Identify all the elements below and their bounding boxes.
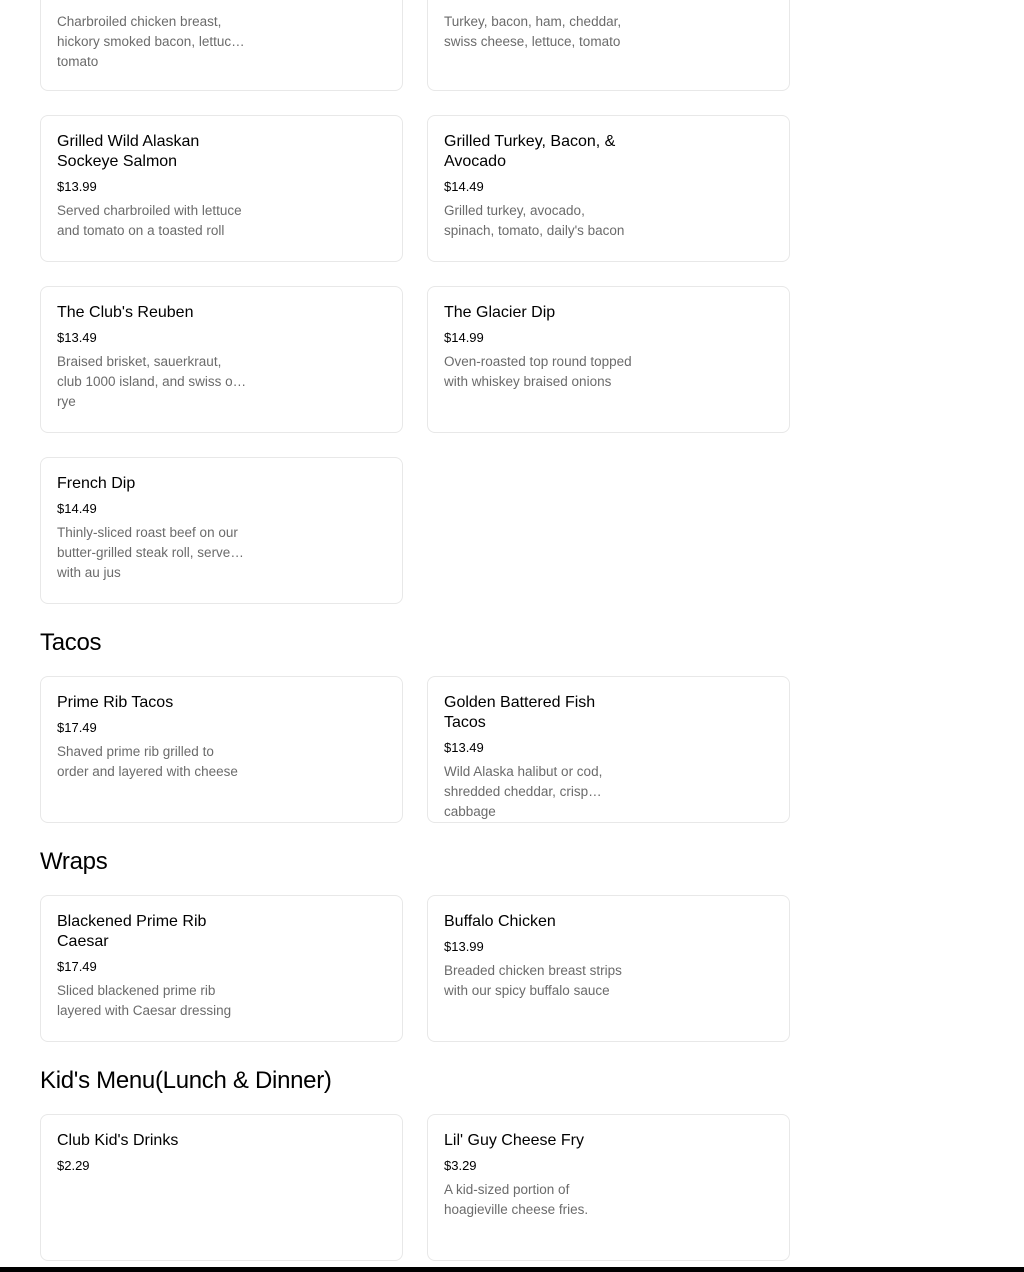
section-title-wraps: Wraps [40, 848, 108, 875]
menu-item-card[interactable] [40, 0, 403, 91]
item-price: $14.99 [444, 330, 484, 345]
section-title-tacos: Tacos [40, 629, 102, 656]
item-description: A kid-sized portion of hoagieville cheese fries. [444, 1182, 589, 1217]
item-name: Prime Rib Tacos [57, 694, 174, 711]
item-name: French Dip [57, 475, 136, 492]
menu-item-card[interactable] [40, 676, 403, 823]
item-description: Wild Alaska halibut or cod, shredded cheddar, crisp cabbage [444, 764, 603, 819]
item-price: $14.49 [57, 501, 97, 516]
item-description: Grilled turkey, avocado, spinach, tomato, daily's bacon [444, 203, 625, 238]
menu-item-card[interactable] [40, 1114, 403, 1261]
item-name: The Club's Reuben [57, 304, 194, 321]
item-description: Shaved prime rib grilled to order and layered with cheese [57, 744, 238, 779]
menu-item-card[interactable] [40, 115, 403, 262]
item-price: $13.99 [57, 179, 97, 194]
menu-item-card[interactable] [427, 895, 790, 1042]
menu-item-card[interactable] [427, 286, 790, 433]
item-name: Lil' Guy Cheese Fry [444, 1132, 584, 1149]
item-name: Golden Battered Fish Tacos [444, 694, 596, 731]
item-name: Buffalo Chicken [444, 913, 556, 930]
item-price: $13.99 [444, 939, 484, 954]
bottom-bar [0, 1267, 1024, 1272]
item-price: $17.49 [57, 720, 97, 735]
menu-item-card[interactable] [427, 0, 790, 91]
item-price: $17.49 [57, 959, 97, 974]
menu-item-card[interactable] [40, 895, 403, 1042]
item-description: Turkey, bacon, ham, cheddar, swiss cheese, lettuce, tomato [444, 14, 622, 49]
item-price: $2.29 [57, 1158, 90, 1173]
item-description: Sliced blackened prime rib layered with Caesar dressing [57, 983, 232, 1018]
item-name: Grilled Turkey, Bacon, & Avocado [444, 133, 616, 170]
item-price: $13.49 [444, 740, 484, 755]
menu-item-card[interactable] [40, 286, 403, 433]
item-price: $14.49 [444, 179, 484, 194]
menu-item-card[interactable] [427, 676, 790, 823]
item-name: Blackened Prime Rib Caesar [57, 913, 207, 950]
item-name: Grilled Wild Alaskan Sockeye Salmon [57, 133, 200, 170]
section-title-kids-menu: Kid's Menu(Lunch & Dinner) [40, 1067, 332, 1094]
item-description: Breaded chicken breast strips with our spicy buffalo sauce [444, 963, 622, 998]
item-price: $3.29 [444, 1158, 477, 1173]
menu-item-card[interactable] [40, 457, 403, 604]
item-name: Club Kid's Drinks [57, 1132, 179, 1149]
item-description: Braised brisket, sauerkraut, club 1000 island, and swiss on rye [57, 354, 241, 409]
item-description: Thinly-sliced roast beef on our butter-grilled steak roll, served with au jus [57, 525, 238, 580]
menu-item-card[interactable] [427, 115, 790, 262]
item-name: The Glacier Dip [444, 304, 556, 321]
item-price: $13.49 [57, 330, 97, 345]
item-description: Charbroiled chicken breast, hickory smoked bacon, lettuce, tomato [57, 14, 243, 69]
item-description: Oven-roasted top round topped with whiskey braised onions [444, 354, 632, 389]
menu-item-card[interactable] [427, 1114, 790, 1261]
item-description: Served charbroiled with lettuce and tomato on a toasted roll [57, 203, 242, 238]
